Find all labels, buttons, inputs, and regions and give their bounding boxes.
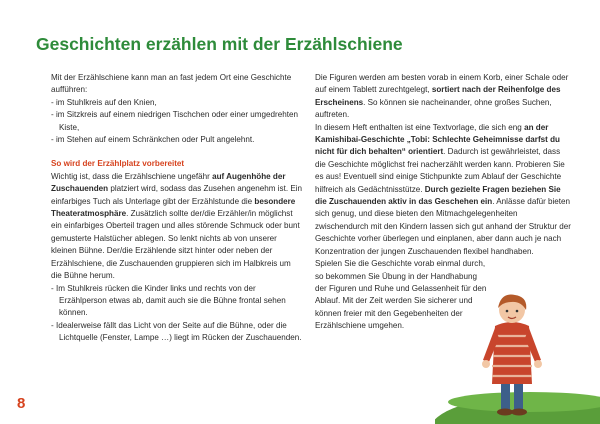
body-paragraph: Spielen Sie die Geschichte vorab einmal durch, so bekommen Sie Übung in der Handhabung der Figuren und Ruhe und Gelassenheit für den Ablauf. Mit der Zeit werden Sie sicherer und können freier mit den Gegebenheiten der Erzählschiene umgehen. — [315, 259, 487, 331]
list-item: - im Sitzkreis auf einem niedrigen Tischchen oder einer umgedrehten Kiste, — [51, 110, 298, 132]
list-item: - im Stehen auf einem Schränkchen oder Pult angelehnt. — [51, 135, 255, 145]
page-title: Geschichten erzählen mit der Erzählschiene — [36, 34, 403, 54]
body-paragraph: Wichtig ist, dass die Erzählschiene ungefähr auf Augenhöhe der Zuschauenden platziert wird, sodass das Zusehen angenehm ist. Ein einfarbiges Tuch als Unterlage gibt der Erzählstunde die besondere Theateratmosphäre. Zusätzlich sollte der/die Erzähler/in möglichst ein einfarbiges Oberteil tragen und alles störende Schmuck oder bunt gemusterte Halstücher ablegen. So lenkt nichts ab von unserer kleinen Bühne. Der/die Erzählende sitzt hinter oder neben der Erzählschiene, die Zuschauenden gruppieren sich im Halbkreis um die Bühne herum. — [51, 171, 303, 281]
list-item: - Idealerweise fällt das Licht von der Seite auf die Bühne, oder die Lichtquelle (Fenster, Lampe …) liegt im Rücken der Zuschauenden. — [51, 320, 302, 343]
list-item: - im Stuhlkreis auf den Knien, — [51, 97, 157, 107]
child-illustration — [435, 290, 600, 424]
intro-text: Mit der Erzählschiene kann man an fast jedem Ort eine Geschichte aufführen: — [51, 73, 292, 95]
section-subheading: So wird der Erzählplatz vorbereitet — [51, 159, 185, 169]
body-paragraph: In diesem Heft enthalten ist eine Textvorlage, die sich eng an der Kamishibai-Geschichte „Tobi: Schlechte Geheimnisse darfst du nicht für dich behalten“ orientiert. Dadurch ist gewährleistet, dass die Geschichte möglichst frei nacherzählt werden kann. Probieren Sie es aus! Eventuell sind einige Stichpunkte zum Ablauf der Geschichte hilfreich als Gedächtnisstütze. Durch gezielte Fragen beziehen Sie die Zuschauenden aktiv in das Geschehen ein. Anlässe dafür bieten sich genug, und diese bieten den Mitmachgelegenheiten zwischendurch mit den Kindern lassen sich gut anhand der Struktur der Geschichte vorher überlegen und einplanen, aber dann auch je nach Konzentration der jungen Zuschauenden flexibel handhaben. — [315, 122, 571, 256]
page-number: 8 — [17, 395, 26, 412]
body-paragraph: Die Figuren werden am besten vorab in einem Korb, einer Schale oder auf einem Tablett zurechtgelegt, sortiert nach der Reihenfolge des Erscheinens. So können sie nacheinander, ohne großes Suchen, auftreten. — [315, 73, 569, 120]
left-column — [51, 72, 303, 345]
list-item: - Im Stuhlkreis rücken die Kinder links und rechts von der Erzählperson etwas ab, damit auch sie die Bühne frontal sehen können. — [51, 283, 286, 318]
